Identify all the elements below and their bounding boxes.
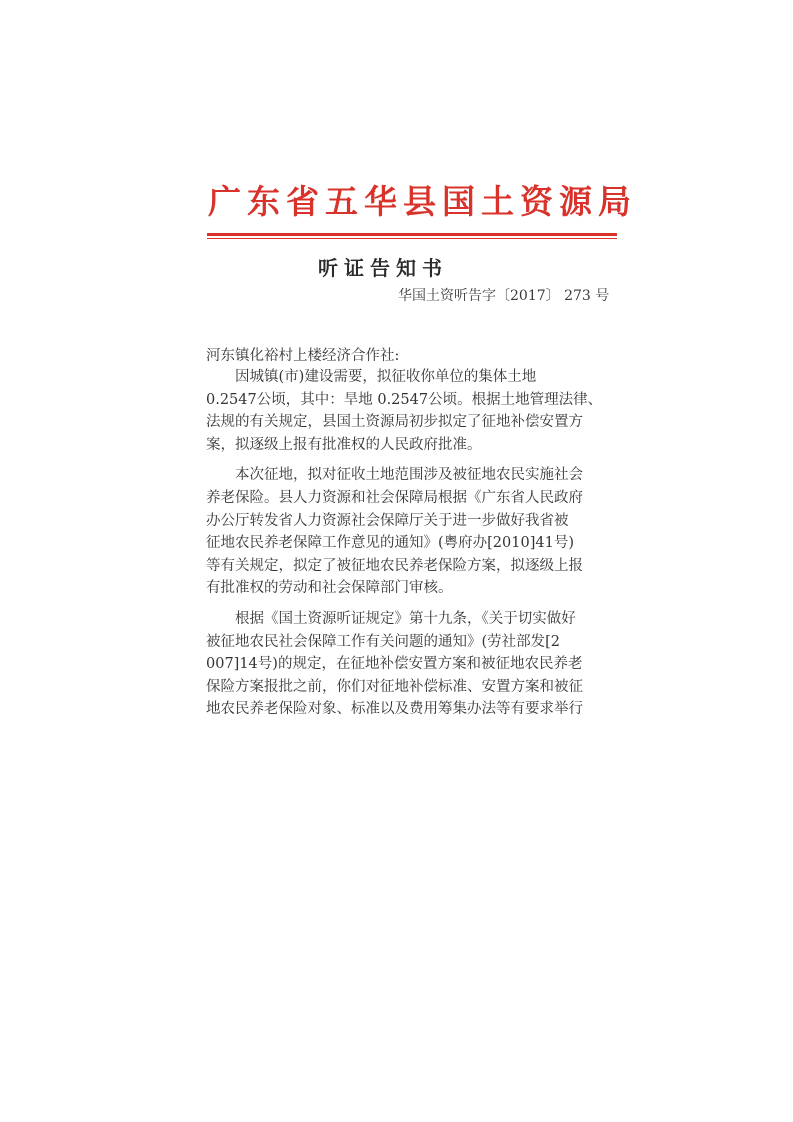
- document-number: 华国土资听告字〔2017〕 273 号: [398, 288, 610, 304]
- text-line: 有批准权的劳动和社会保障部门审核。: [206, 580, 453, 597]
- text-line: 征地农民养老保障工作意见的通知》(粤府办[2010]41号): [206, 535, 574, 552]
- text-line: 法规的有关规定，县国土资源局初步拟定了征地补偿安置方: [206, 414, 583, 431]
- text-line: 本次征地，拟对征收土地范围涉及被征地农民实施社会: [206, 467, 583, 484]
- text-line: 007]14号)的规定，在征地补偿安置方案和被征地农民养老: [206, 656, 583, 673]
- text-line: 保险方案报批之前，你们对征地补偿标准、安置方案和被征: [206, 678, 583, 695]
- agency-letterhead: 广东省五华县国土资源局: [208, 182, 637, 221]
- text-line: 0.2547公顷，其中：旱地 0.2547公顷。根据土地管理法律、: [206, 391, 603, 408]
- addressee: 河东镇化裕村上楼经济合作社:: [206, 348, 400, 364]
- letterhead-red-rule-thin: [207, 238, 617, 239]
- paragraph-3: [206, 608, 606, 721]
- letterhead-red-rule-thick: [207, 233, 617, 236]
- text-line: 被征地农民社会保障工作有关问题的通知》(劳社部发[2: [206, 633, 561, 650]
- text-line: 办公厅转发省人力资源社会保障厅关于进一步做好我省被: [206, 512, 569, 529]
- paragraph-1: [206, 366, 606, 456]
- text-line: 因城镇(市)建设需要，拟征收你单位的集体土地: [206, 369, 537, 385]
- text-line: 等有关规定，拟定了被征地农民养老保险方案，拟逐级上报: [206, 557, 583, 574]
- document-body: [206, 366, 606, 721]
- document-title: 听证告知书: [318, 256, 448, 280]
- text-line: 根据《国土资源听证规定》第十九条，《关于切实做好: [206, 610, 576, 627]
- paragraph-2: [206, 464, 606, 600]
- text-line: 养老保险。县人力资源和社会保障局根据《广东省人民政府: [206, 489, 583, 506]
- text-line: 案，拟逐级上报有批准权的人民政府批准。: [206, 436, 482, 453]
- text-line: 地农民养老保险对象、标准以及费用筹集办法等有要求举行: [206, 701, 583, 718]
